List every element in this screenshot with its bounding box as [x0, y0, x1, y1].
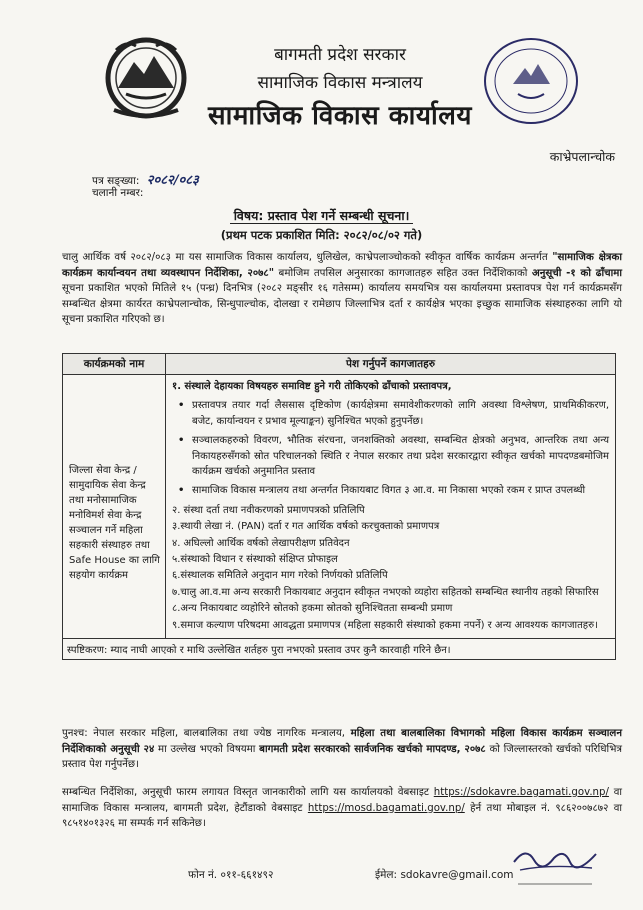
phone-label: फोन नं.	[188, 869, 218, 881]
office-location: काभ्रेपलान्चोक	[549, 149, 615, 164]
clarification-row	[63, 639, 616, 660]
intro-text-1: चालु आर्थिक वर्ष २०८२/०८३ मा यस सामाजिक विकास कार्यालय, धुलिखेल, काभ्रेपलाञ्चोकको स्वीकृत वार्षिक कार्यक्रम अन्तर्गत	[62, 252, 553, 263]
office-name: सामाजिक विकास कार्यालय	[208, 101, 472, 131]
contact-paragraph	[62, 785, 622, 832]
requirement-item: १. संस्थाले देहायका विषयहरु समाविष्ट हुने गरी तोकिएको ढाँचाको प्रस्तावपत्र,	[172, 381, 452, 392]
phone-info	[188, 868, 273, 882]
bullet-icon: •	[178, 400, 185, 412]
intro-paragraph	[62, 250, 622, 328]
requirement-item: ५.संस्थाको विधान र संस्थाको संक्षिप्त प्रोफाइल	[172, 554, 338, 566]
requirement-item: ७.चालु आ.व.मा अन्य सरकारी निकायबाट अनुदान स्वीकृत नभएको व्यहोरा सहितको सम्बन्धित स्थानीय तहको सिफारिस	[172, 586, 599, 598]
header-program: कार्यक्रमको नाम	[63, 354, 166, 375]
office-website-link[interactable]: https://sdokavre.bagamati.gov.np/	[433, 787, 609, 798]
bullet-icon: •	[178, 435, 185, 447]
ministry-name: सामाजिक विकास मन्त्रालय	[257, 73, 423, 93]
header-documents: पेश गर्नुपर्ने कागजातहरु	[166, 354, 616, 375]
email-address[interactable]: sdokavre@gmail.com	[400, 869, 514, 881]
office-seal-icon	[478, 32, 584, 130]
documents-cell	[166, 375, 616, 639]
govt-name: बागमती प्रदेश सरकार	[274, 45, 406, 65]
ministry-website-link[interactable]: https://mosd.bagamati.gov.np/	[307, 802, 465, 814]
postscript-paragraph	[62, 726, 622, 773]
intro-text-2: बमोजिम तपसिल अनुसारका कागजातहरु सहित उक्त निर्देशिकाको	[274, 267, 532, 279]
postscript-bold-1: महिला तथा बालबालिका विभागको महिला विकास कार्यक्रम सञ्चालन निर्देशिकाको अनुसूची २४	[62, 728, 622, 755]
requirement-item: ४. अघिल्लो आर्थिक वर्षको लेखापरीक्षण प्रतिवेदन	[172, 537, 350, 549]
email-label: ईमेल:	[375, 869, 398, 881]
contact-text-1: सम्बन्धित निर्देशिका, अनुसूची फारम लगायत विस्तृत जानकारीको लागि यस कार्यालयको वेबसाइट	[62, 787, 434, 798]
bullet-text: प्रस्तावपत्र तयार गर्दा लैससास दृष्टिकोण (कार्यक्षेत्रमा समावेशीकरणको लागि अवस्था विश्लेषण, प्राथमिकीकरण, बजेट, कार्यान्वयन र प्रभाव मूल्याङ्कन) सुनिश्चित भएको हुनुपर्नेछ।	[192, 400, 609, 427]
requirement-item: ६.संस्थालक समितिले अनुदान माग गरेको निर्णयको प्रतिलिपि	[172, 570, 388, 582]
phone-number: ०११-६६१४९२	[220, 869, 274, 881]
intro-text-3: सूचना प्रकाशित भएको मितिले १५ (पन्ध्र) दिनभित्र (२०८२ मङ्सीर १६ गतेसम्म) कार्यालय समयभित्र यस कार्यालयमा प्रस्तावपत्र पेश गर्न कार्यक्रमसँग सम्बन्धित क्षेत्रमा कार्यरत काभ्रेपलान्चोक, सिन्धुपाल्चोक, दोलखा र रामेछाप जिल्लाभित्र दर्ता र कार्यक्षेत्र भएका इच्छुक सामाजिक संस्थाहरुका लागि यो सूचना प्रकाशित गरिएको छ।	[62, 283, 622, 326]
subject-text: विषय: प्रस्ताव पेश गर्ने सम्बन्धी सूचना।	[230, 208, 414, 224]
subject-line	[0, 205, 643, 224]
requirement-item: ९.समाज कल्याण परिषदमा आवद्धता प्रमाणपत्र (महिला सहकारी संस्थाको हकमा नपर्ने) र अन्य आवश्यक कागजातहरु।	[172, 619, 598, 631]
requirement-item: २. संस्था दर्ता तथा नवीकरणको प्रमाणपत्रको प्रतिलिपि	[172, 504, 365, 516]
reference-label: पत्र सङ्ख्या:	[92, 175, 140, 187]
published-date: (प्रथम पटक प्रकाशित मिति: २०८२/०८/०२ गते)	[220, 228, 423, 242]
table-header-row	[63, 354, 616, 375]
clarification-text: स्पष्टिकरण: म्याद नाघी आएको र माथि उल्लेखित शर्तहरु पुरा नभएको प्रस्ताव उपर कुनै कारवाही गरिने छैन।	[63, 639, 616, 660]
signature-icon	[508, 840, 602, 900]
list-item	[178, 483, 609, 498]
list-item	[178, 398, 609, 429]
dispatch-number	[92, 186, 143, 200]
annex-reference: अनुसूची -१ को ढाँचामा	[531, 267, 622, 279]
program-name: जिल्ला सेवा केन्द्र / सामुदायिक सेवा केन्द्र तथा मनोसामाजिक मनोविमर्श सेवा केन्द्र सञ्चालन गर्ने महिला सहकारी संस्थाहरु तथा Safe House का लागि सहयोग कार्यक्रम	[63, 375, 166, 639]
postscript-text-2: मा उल्लेख भएको विषयमा	[154, 743, 260, 755]
requirement-item: ३.स्थायी लेखा नं. (PAN) दर्ता र गत आर्थिक वर्षको करचुक्ताको प्रमाणपत्र	[172, 521, 440, 533]
table-row	[63, 375, 616, 639]
list-item	[178, 433, 609, 479]
guideline-name: "सामाजिक क्षेत्रका कार्यक्रम कार्यान्वयन तथा व्यवस्थापन निर्देशिका, २०७८"	[62, 252, 623, 279]
contact-text-3: हेर्न तथा मोबाइल नं. ९८६२००७८७२ वा ९८५१४०१३२६ मा सम्पर्क गर्न सकिनेछ।	[62, 802, 622, 830]
requirements-table	[62, 353, 616, 660]
bullet-text: सामाजिक विकास मन्त्रालय तथा अन्तर्गत निकायबाट विगत ३ आ.व. मा निकासा भएको रकम र प्राप्त उपलब्धी	[192, 485, 586, 497]
dispatch-label: चलानी नम्बर:	[92, 187, 144, 199]
postscript-text-3: को जिल्लास्तरको खर्चको परिधिभित्र प्रस्ताव पेश गर्नुपर्नेछ।	[62, 743, 622, 771]
bullet-icon: •	[178, 485, 185, 497]
bullet-text: सञ्चालकहरुको विवरण, भौतिक संरचना, जनशक्तिको अवस्था, सम्बन्धित क्षेत्रको अनुभव, आन्तरिक तथा अन्य निकायहरुसँगको स्रोत परिचालनको स्थिति र नेपाल सरकार तथा प्रदेश सरकारद्वारा स्वीकृत खर्चको मापदण्डबमोजिम कार्यक्रम खर्चको अनुमानित प्रस्ताव	[192, 435, 609, 478]
postscript-bold-2: बागमती प्रदेश सरकारको सार्वजनिक खर्चको मापदण्ड, २०७८	[259, 743, 486, 755]
email-info	[375, 868, 514, 882]
reference-value: २०८२/०८३	[146, 173, 199, 188]
postscript-text-1: पुनश्च: नेपाल सरकार महिला, बालबालिका तथा ज्येष्ठ नागरिक मन्त्रालय,	[62, 728, 351, 739]
contact-text-2: वा सामाजिक विकास मन्त्रालय, बागमती प्रदेश, हेटौंडाको वेबसाइट	[62, 787, 622, 814]
requirement-item: ८.अन्य निकायबाट व्यहोरिने स्रोतको हकमा स्रोतको सुनिश्चितता सम्बन्धी प्रमाण	[172, 603, 453, 615]
